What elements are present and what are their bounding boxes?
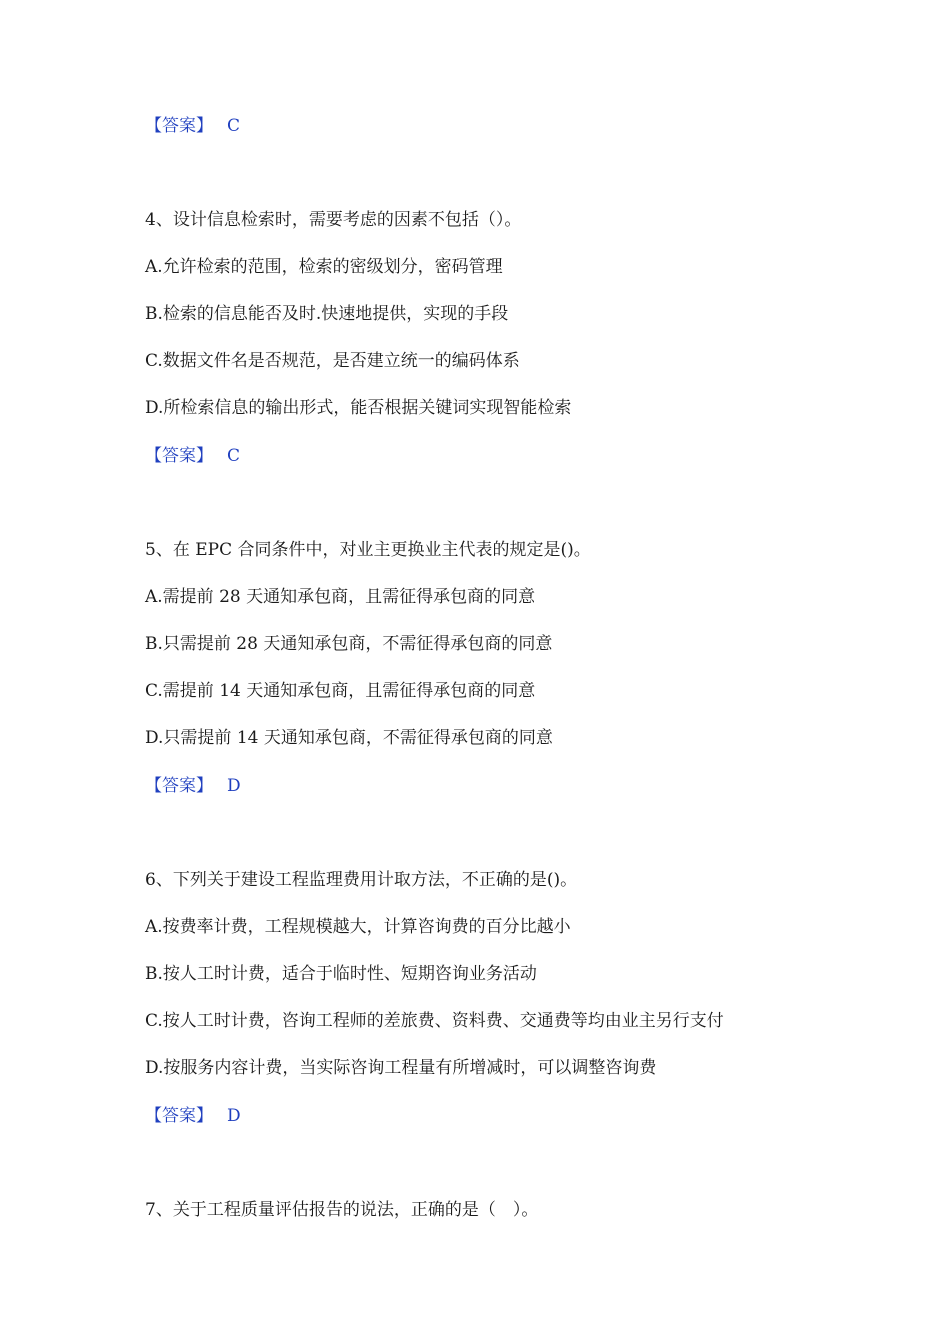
question-stem: 7、关于工程质量评估报告的说法，正确的是（ ）。 xyxy=(145,1200,539,1220)
answer-line xyxy=(145,115,240,137)
question-stem: 4、设计信息检索时，需要考虑的因素不包括（）。 xyxy=(145,210,522,230)
answer-value: C xyxy=(227,116,241,136)
answer-label: 【答案】 xyxy=(145,116,213,136)
answer-line xyxy=(145,445,240,467)
option-d: D.所检索信息的输出形式，能否根据关键词实现智能检索 xyxy=(145,398,572,418)
answer-value: D xyxy=(227,1106,241,1126)
option-a: A.允许检索的范围，检索的密级划分，密码管理 xyxy=(145,257,503,277)
question-stem: 5、在 EPC 合同条件中，对业主更换业主代表的规定是()。 xyxy=(145,540,591,560)
answer-label: 【答案】 xyxy=(145,1106,213,1126)
option-d: D.只需提前 14 天通知承包商，不需征得承包商的同意 xyxy=(145,728,553,748)
option-b: B.按人工时计费，适合于临时性、短期咨询业务活动 xyxy=(145,964,537,984)
answer-line xyxy=(145,775,241,797)
answer-value: C xyxy=(227,446,241,466)
answer-label: 【答案】 xyxy=(145,446,213,466)
option-c: C.按人工时计费，咨询工程师的差旅费、资料费、交通费等均由业主另行支付 xyxy=(145,1011,724,1031)
option-b: B.只需提前 28 天通知承包商，不需征得承包商的同意 xyxy=(145,634,553,654)
option-b: B.检索的信息能否及时.快速地提供，实现的手段 xyxy=(145,304,509,324)
question-stem: 6、下列关于建设工程监理费用计取方法，不正确的是()。 xyxy=(145,870,578,890)
answer-value: D xyxy=(227,776,241,796)
option-c: C.需提前 14 天通知承包商，且需征得承包商的同意 xyxy=(145,681,536,701)
option-d: D.按服务内容计费，当实际咨询工程量有所增减时，可以调整咨询费 xyxy=(145,1058,657,1078)
option-a: A.需提前 28 天通知承包商，且需征得承包商的同意 xyxy=(145,587,536,607)
option-a: A.按费率计费，工程规模越大，计算咨询费的百分比越小 xyxy=(145,917,571,937)
option-c: C.数据文件名是否规范，是否建立统一的编码体系 xyxy=(145,351,520,371)
answer-line xyxy=(145,1105,241,1127)
answer-label: 【答案】 xyxy=(145,776,213,796)
